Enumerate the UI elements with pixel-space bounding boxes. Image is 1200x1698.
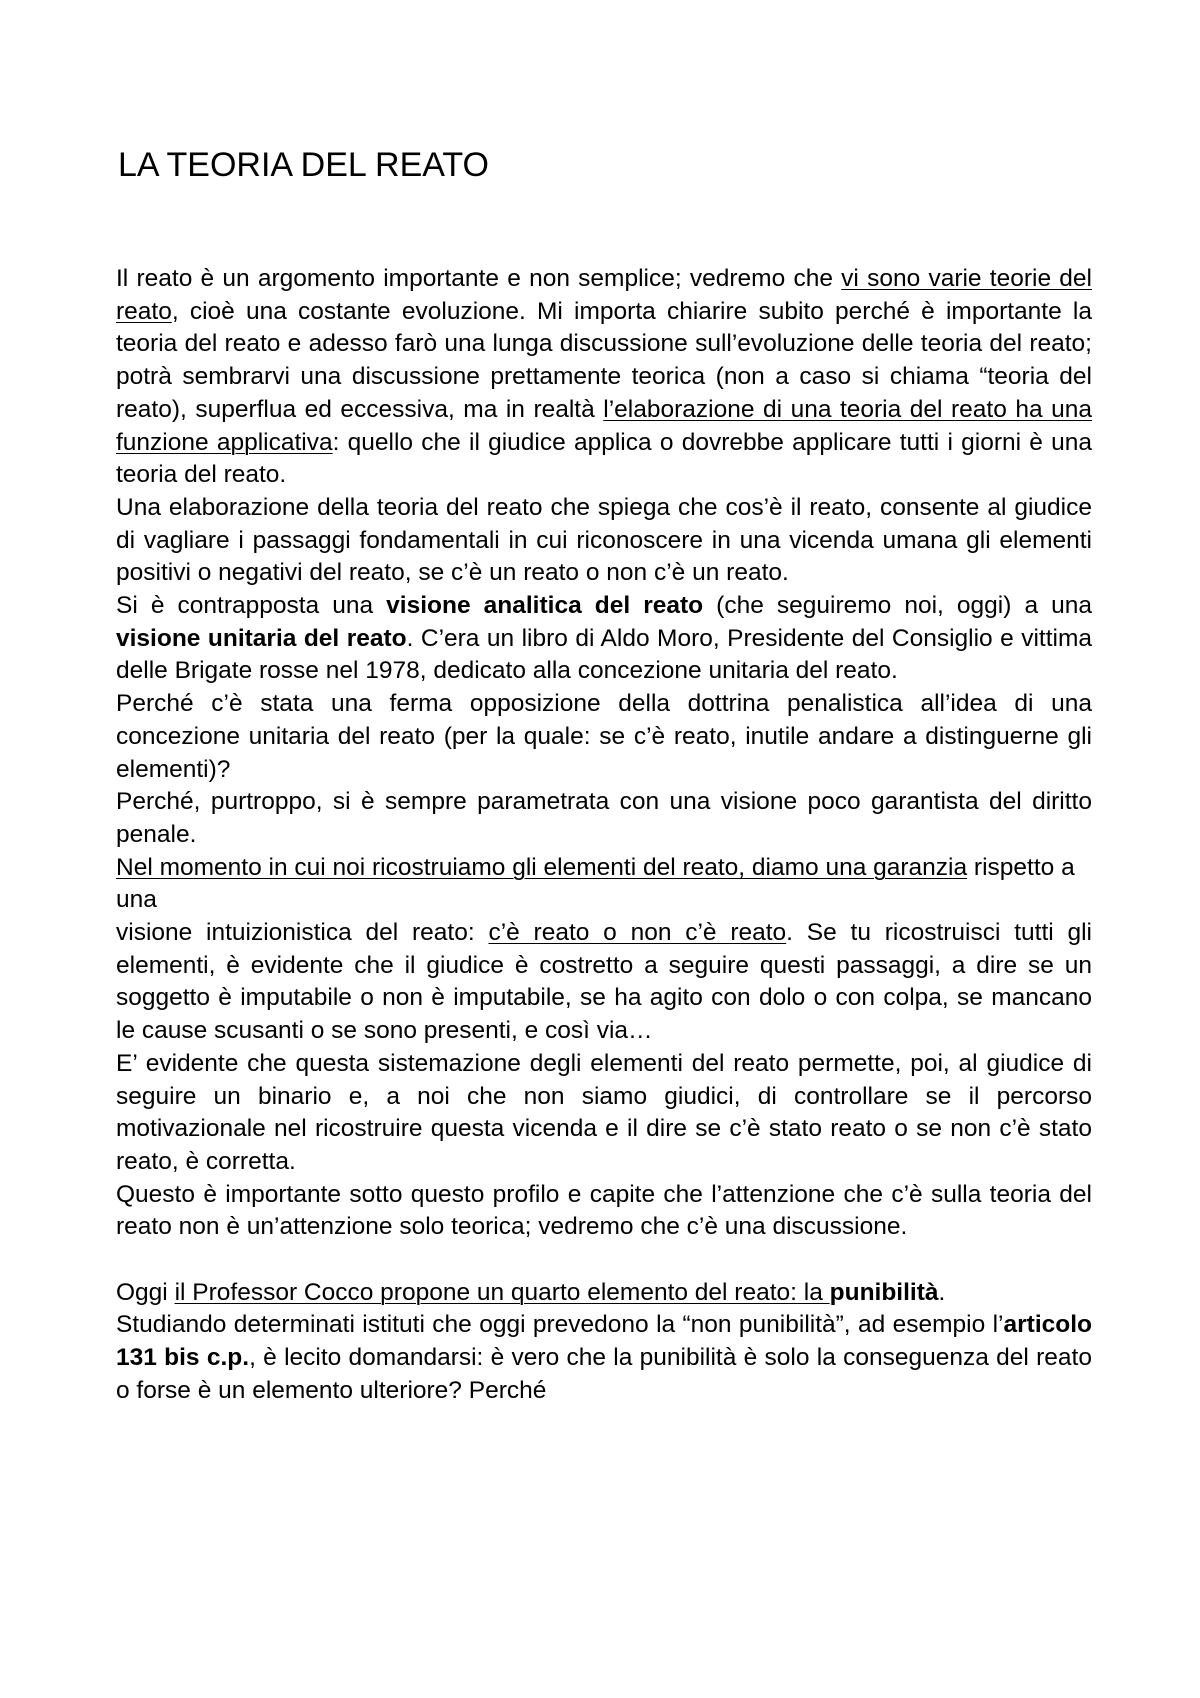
paragraph-5: Perché, purtroppo, si è sempre parametrata con una visione poco garantista del diritto penale. bbox=[116, 788, 1092, 848]
underlined-text: l’elaborazione di una teoria del reato ha una funzione applicativa bbox=[116, 395, 1092, 456]
bold-text: visione unitaria del reato bbox=[116, 624, 407, 652]
paragraph-7 bbox=[116, 917, 1092, 1048]
bold-text: punibilità bbox=[829, 1278, 939, 1306]
text-run: : quello che il giudice applica o dovrebbe applicare tutti i giorni è una teoria del reato. bbox=[116, 428, 1093, 489]
paragraph-8: E’ evidente che questa sistemazione degli elementi del reato permette, poi, al giudice di seguire un binario e, a noi che non siamo giudici, di controllare se il percorso motivazionale nel ricostruire questa vicenda e il dire se c’è stato reato o se non c’è stato reato, è corretta. bbox=[116, 1049, 1092, 1175]
text-run: Oggi bbox=[116, 1278, 175, 1306]
text-run: , cioè una costante evoluzione. Mi importa chiarire subito perché è importante la teoria del reato e adesso farò una lunga discussione sull’evoluzione delle teoria del reato; potrà sembrarvi una discussione prettamente teorica (non a caso si chiama “teoria del reato), superflua ed eccessiva, ma in realtà bbox=[116, 297, 1092, 423]
underlined-text: vi sono varie teorie del reato bbox=[116, 265, 1092, 325]
paragraph-10 bbox=[116, 1277, 1092, 1310]
underlined-text: il Professor Cocco propone un quarto elemento del reato: la bbox=[174, 1278, 830, 1306]
document-title: LA TEORIA DEL REATO bbox=[118, 146, 489, 184]
text-run: , è lecito domandarsi: è vero che la punibilità è solo la conseguenza del reato o forse è un elemento ulteriore? Perché bbox=[116, 1344, 1092, 1404]
text-run: . Se tu ricostruisci tutti gli elementi, è evidente che il giudice è costretto a seguire questi passaggi, a dire se un soggetto è imputabile o non è imputabile, se ha agito con dolo o con colpa, se mancano le cause scusanti o se sono presenti, e così via… bbox=[116, 919, 1092, 1045]
text-run: rispetto a una bbox=[116, 853, 1075, 914]
paragraph-1 bbox=[116, 263, 1092, 492]
document-body bbox=[116, 263, 1092, 1408]
paragraph-2: Una elaborazione della teoria del reato che spiega che cos’è il reato, consente al giudice di vagliare i passaggi fondamentali in cui riconoscere in una vicenda umana gli elementi positivi o negativi del reato, se c’è un reato o non c’è un reato. bbox=[116, 493, 1092, 587]
text-run: Studiando determinati istituti che oggi prevedono la “non punibilità”, ad esempio l’ bbox=[116, 1311, 1004, 1339]
text-run: . C’era un libro di Aldo Moro, Presidente del Consiglio e vittima delle Brigate rosse nel 1978, dedicato alla concezione unitaria del reato. bbox=[116, 624, 1092, 685]
paragraph-6 bbox=[116, 852, 1092, 917]
text-run: Il reato è un argomento importante e non semplice; vedremo che bbox=[116, 265, 842, 292]
bold-text: visione analitica del reato bbox=[386, 592, 704, 620]
paragraph-3 bbox=[116, 590, 1092, 688]
text-run: visione intuizionistica del reato: bbox=[116, 919, 489, 947]
text-run: (che seguiremo noi, oggi) a una bbox=[703, 592, 1092, 620]
paragraph-4: Perché c’è stata una ferma opposizione della dottrina penalistica all’idea di una concezione unitaria del reato (per la quale: se c’è reato, inutile andare a distinguerne gli elementi)? bbox=[116, 690, 1092, 783]
paragraph-11 bbox=[116, 1309, 1092, 1407]
paragraph-9: Questo è importante sotto questo profilo e capite che l’attenzione che c’è sulla teoria del reato non è un’attenzione solo teorica; vedremo che c’è una discussione. bbox=[116, 1180, 1092, 1241]
text-run: . bbox=[938, 1278, 946, 1306]
underlined-text: c’è reato o non c’è reato bbox=[488, 919, 787, 947]
bold-text: articolo 131 bis c.p. bbox=[116, 1311, 1092, 1372]
underlined-text: Nel momento in cui noi ricostruiamo gli elementi del reato, diamo una garanzia bbox=[116, 853, 968, 881]
text-run: Si è contrapposta una bbox=[116, 592, 387, 620]
